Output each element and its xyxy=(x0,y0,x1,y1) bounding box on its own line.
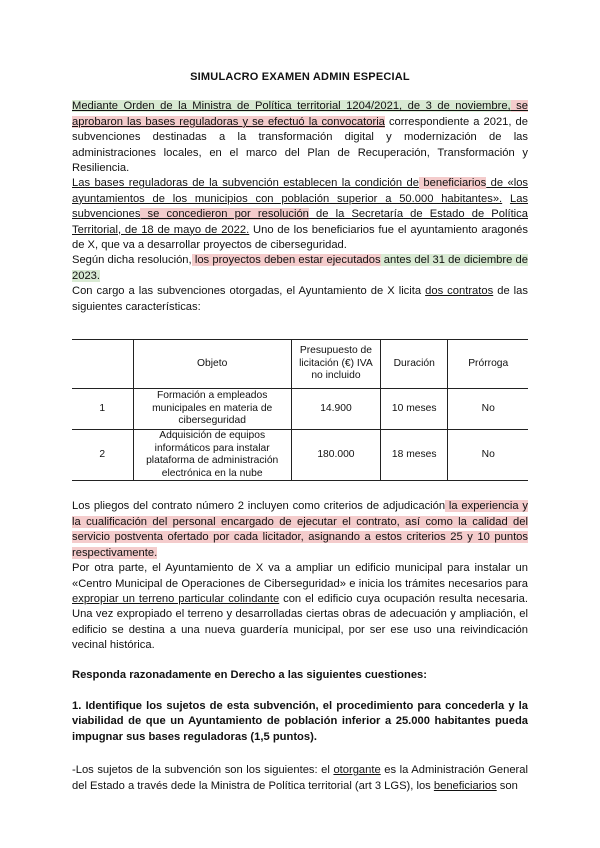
underlined-text: otorgante xyxy=(333,764,381,777)
text: Uno de los beneficiarios fue el ayuntamiento aragonés de X, que va a desarrollar proyectos de ciberseguridad. xyxy=(72,223,529,252)
table-cell: 1 xyxy=(72,389,133,430)
table-row xyxy=(72,430,528,481)
text: de las siguientes características: xyxy=(72,285,528,313)
answer-1 xyxy=(72,763,528,794)
column-header-object: Objeto xyxy=(133,340,291,389)
table-cell: Adquisición de equipos informáticos para instalar plataforma de administración electrónica en la nube xyxy=(133,430,291,481)
contracts-table xyxy=(72,339,528,481)
table-row xyxy=(72,389,528,430)
table-cell: 14.900 xyxy=(291,389,380,430)
table-header-row xyxy=(72,340,528,389)
highlight-green: antes del 31 de diciembre de 2023. xyxy=(72,254,528,282)
table-cell: No xyxy=(448,389,528,430)
underlined-text: Las subvenciones xyxy=(72,192,529,221)
underlined-text: dos contratos xyxy=(425,285,494,298)
paragraph-order xyxy=(72,99,528,176)
table-cell: 2 xyxy=(72,430,133,481)
table-cell: Formación a empleados municipales en materia de ciberseguridad xyxy=(133,389,291,430)
highlight-red: beneficiarios xyxy=(418,177,487,190)
underlined-text: de «los ayuntamientos de los municipios con población superior a 50.000 habitantes». xyxy=(72,177,529,205)
questions-heading: Responda razonadamente en Derecho a las siguientes cuestiones: xyxy=(72,668,428,681)
column-header-duration: Duración xyxy=(381,340,448,389)
column-header-number xyxy=(72,340,133,389)
paragraph-resolution xyxy=(72,253,528,284)
underlined-text: Las bases reguladoras de la subvención establecen la condición de xyxy=(72,177,419,190)
document-page xyxy=(72,64,528,794)
question-1: 1. Identifique los sujetos de esta subvención, el procedimiento para concederla y la viabilidad de que un Ayuntamiento de población inferior a 25.000 habitantes pueda impugnar sus bases reguladoras (1,5 puntos). xyxy=(72,699,528,743)
text: Por otra parte, el Ayuntamiento de X va a ampliar un edificio municipal para instalar un «Centro Municipal de Operaciones de Ciberseguridad» e inicia los trámites necesarios para xyxy=(72,562,528,590)
highlight-green: Mediante Orden de la Ministra de Política territorial 1204/2021, de 3 de noviembre, xyxy=(72,100,511,113)
text: con el edificio cuya ocupación resulta necesaria. Una vez expropiado el terreno y desarrolladas ciertas obras de adecuación y ampliación, el edificio se destina a una nueva guardería municipal, por ser ese uso una reivindicación vecinal histórica. xyxy=(72,592,528,652)
highlight-red: se aprobaron las bases reguladoras y se efectuó la convocatoria xyxy=(72,100,528,128)
text: son xyxy=(496,779,518,792)
text: Con cargo a las subvenciones otorgadas, el Ayuntamiento de X licita xyxy=(72,285,426,298)
text: correspondiente a 2021, de subvenciones destinadas a la transformación digital y modernización de las administraciones locales, en el marco del Plan de Recuperación, Transformación y Resiliencia. xyxy=(72,115,529,175)
paragraph-criteria xyxy=(72,499,528,561)
paragraph-expropriation xyxy=(72,561,528,653)
table-cell: No xyxy=(448,430,528,481)
text: Según dicha resolución, xyxy=(72,254,192,267)
text: Los pliegos del contrato número 2 incluyen como criterios de adjudicación xyxy=(72,500,446,513)
paragraph-bases xyxy=(72,176,528,253)
table-cell: 10 meses xyxy=(381,389,448,430)
table-cell: 180.000 xyxy=(291,430,380,481)
document-title: SIMULACRO EXAMEN ADMIN ESPECIAL xyxy=(190,71,410,83)
text xyxy=(502,193,510,205)
underlined-text: de la Secretaría de Estado de Política Territorial, de 18 de mayo de 2022. xyxy=(72,208,528,236)
text: es la Administración General del Estado a través dede la Ministra de Política territorial (art 3 LGS), los xyxy=(72,764,528,792)
highlight-red: se concedieron por resolución xyxy=(140,208,309,221)
underlined-text: expropiar un terreno particular colindante xyxy=(72,592,280,605)
highlight-red: la experiencia y la cualificación del personal encargado de ejecutar el contrato, así como la calidad del servicio postventa ofertado por cada licitador, asignando a estos criterios 25 y 10 puntos respectivamente. xyxy=(72,500,528,559)
text: -Los sujetos de la subvención son los siguientes: el xyxy=(72,764,334,777)
table-cell: 18 meses xyxy=(381,430,448,481)
underlined-text: beneficiarios xyxy=(433,779,497,792)
highlight-red: los proyectos deben estar ejecutados xyxy=(191,254,381,267)
paragraph-contracts xyxy=(72,284,528,315)
column-header-budget: Presupuesto de licitación (€) IVA no incluido xyxy=(291,340,380,389)
column-header-extension: Prórroga xyxy=(448,340,528,389)
